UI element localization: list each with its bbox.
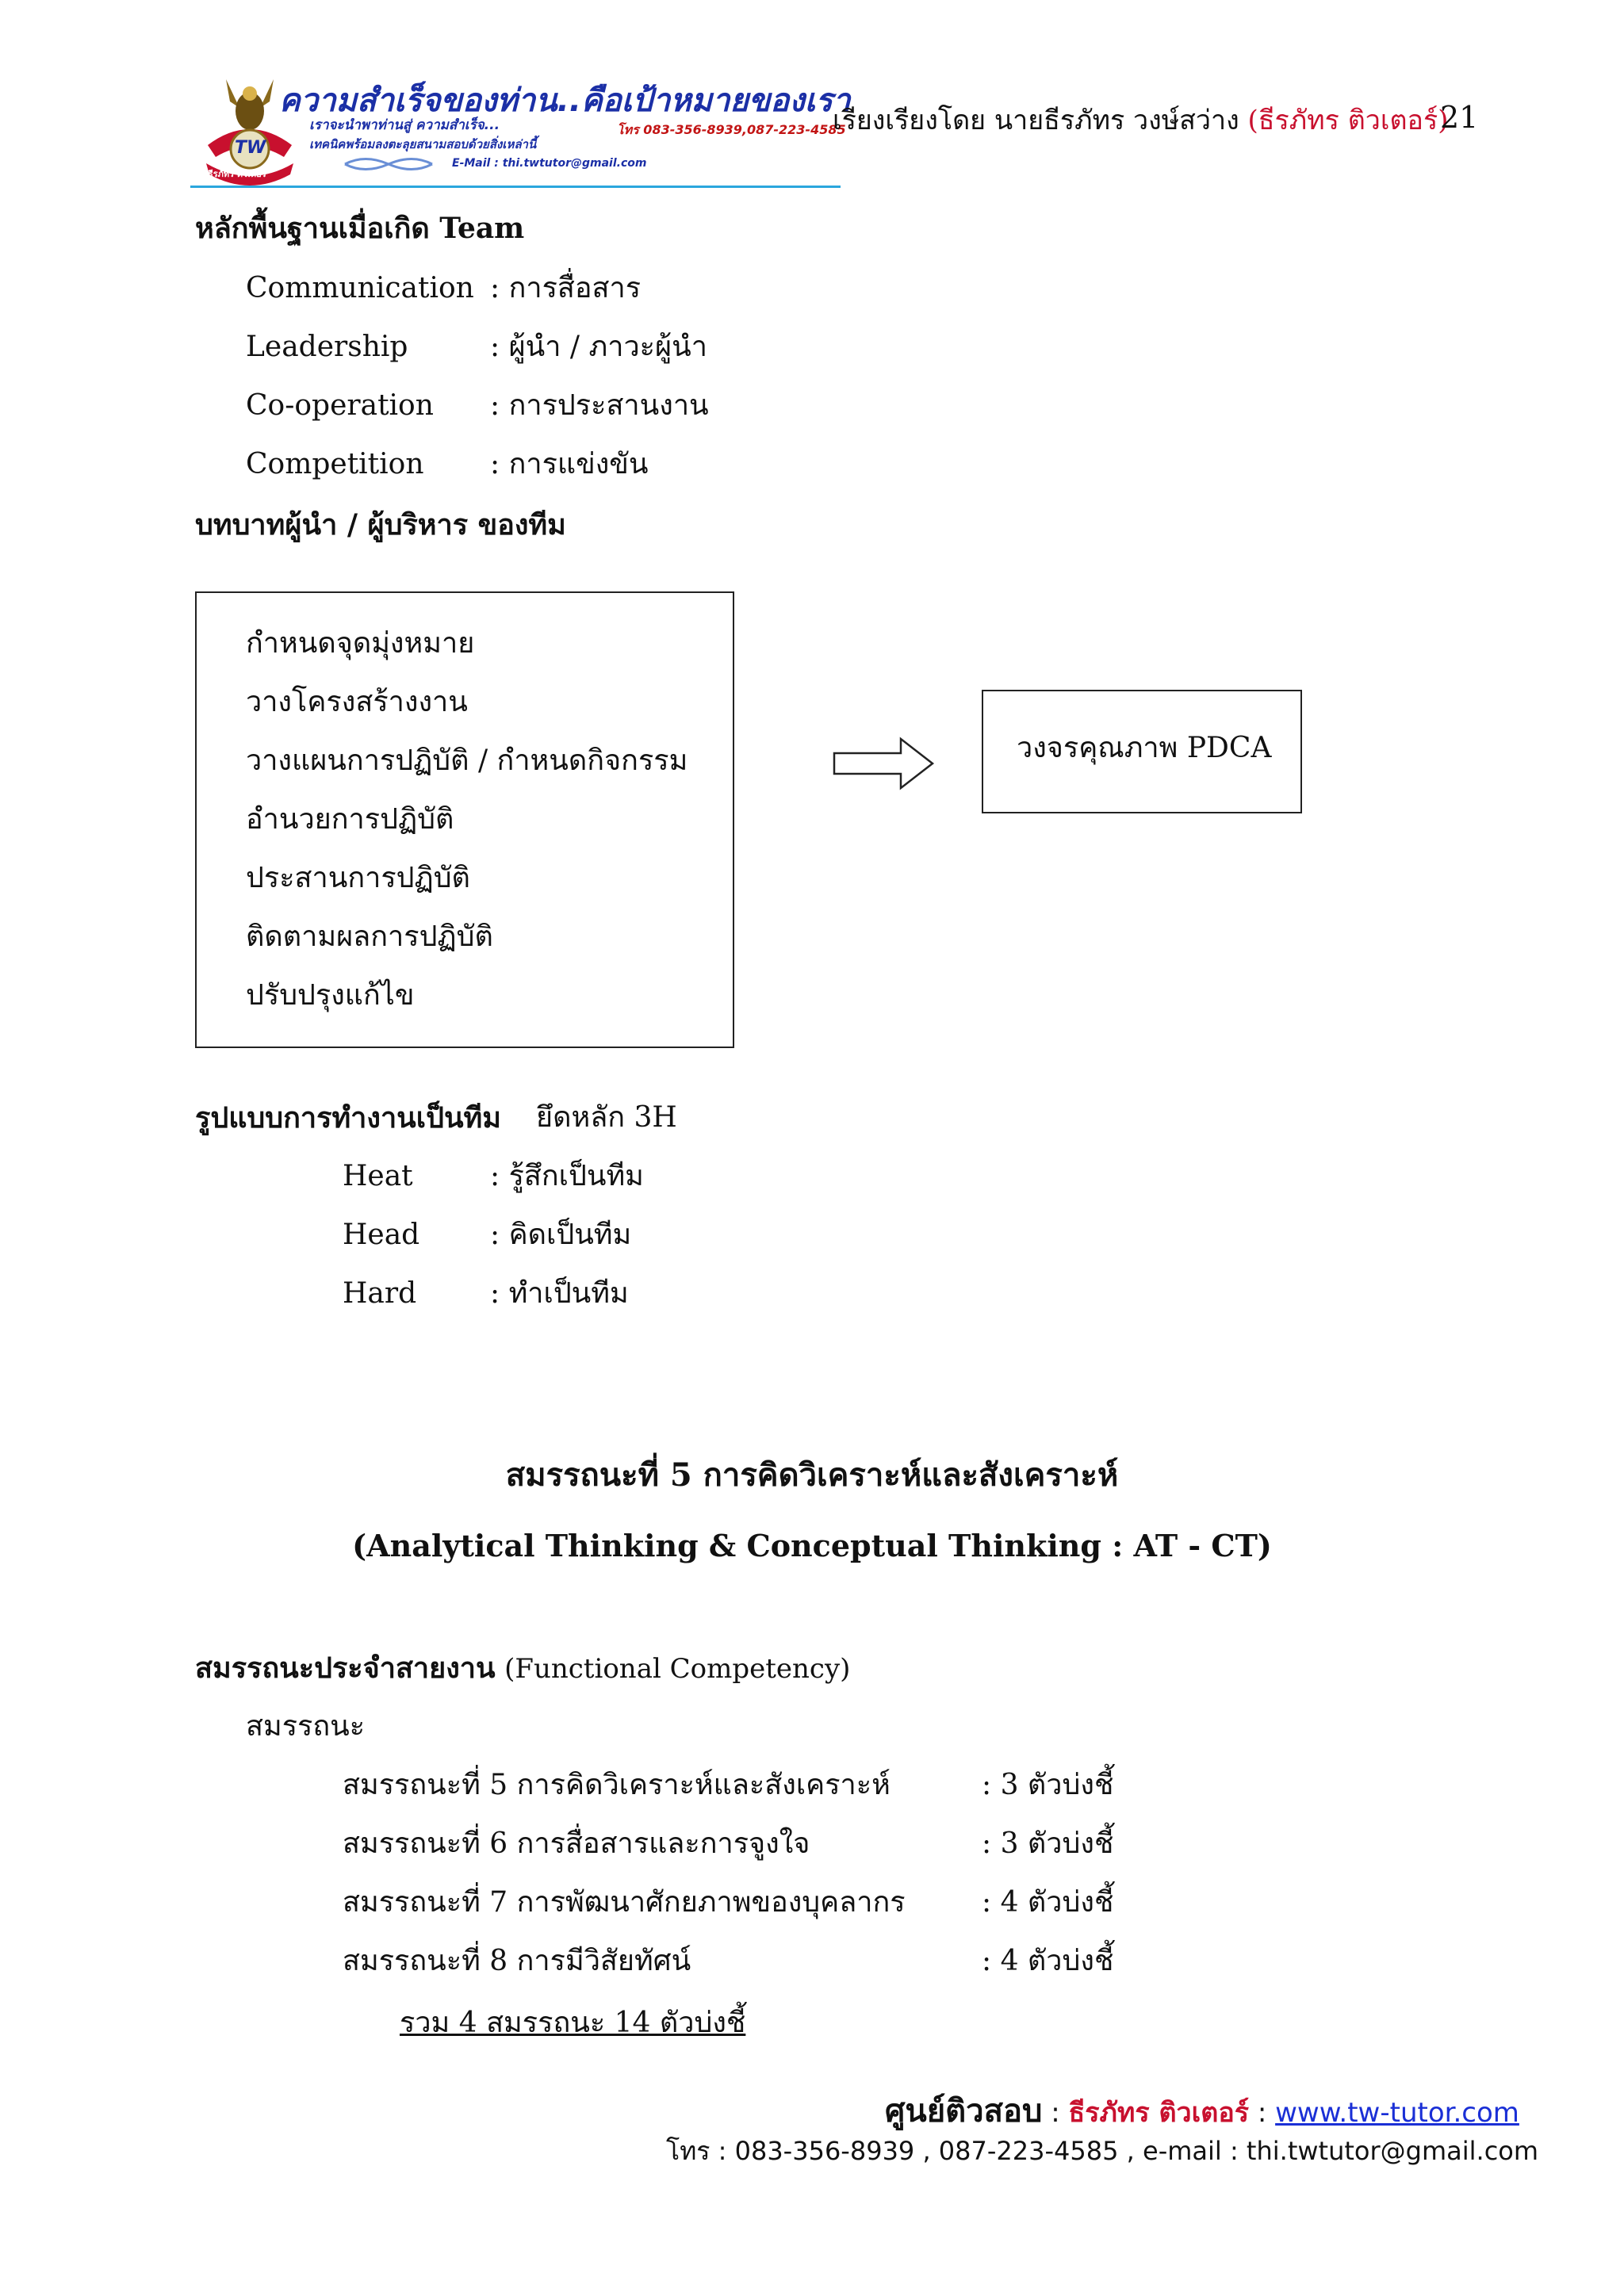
logo-email: E-Mail : thi.twtutor@gmail.com [452, 157, 647, 170]
competency-item-name: สมรรถนะที่ 6 การสื่อสารและการจูงใจ [343, 1827, 810, 1860]
role-item: ปรับปรุงแก้ไข [246, 979, 415, 1012]
author-name: (ธีรภัทร ติวเตอร์) [1247, 105, 1449, 136]
header-logo [190, 70, 851, 193]
competency-label: สมรรถนะ [246, 1710, 366, 1743]
role-item: อำนวยการปฏิบัติ [246, 803, 454, 836]
competency-item-name: สมรรถนะที่ 5 การคิดวิเคราะห์และสังเคราะห์ [343, 1769, 891, 1801]
pattern-term: Hard [343, 1277, 417, 1310]
team-meaning: : การแข่งขัน [490, 448, 649, 480]
logo-phone: โทร 083-356-8939,087-223-4585 [617, 122, 846, 137]
footer-tutor: ธีรภัทร ติวเตอร์ [1068, 2097, 1250, 2129]
right-arrow-icon [833, 736, 936, 794]
footer-website-link[interactable]: www.tw-tutor.com [1275, 2097, 1519, 2129]
competency-item-count: : 4 ตัวบ่งชี้ [982, 1945, 1114, 1977]
competency-item-count: : 4 ตัวบ่งชี้ [982, 1886, 1114, 1919]
pdca-label: วงจรคุณภาพ PDCA [1017, 732, 1272, 764]
footer-line-1 [885, 2085, 1519, 2136]
role-item: วางแผนการปฏิบัติ / กำหนดกิจกรรม [246, 744, 688, 777]
competency-title: สมรรถนะที่ 5 การคิดวิเคราะห์และสังเคราะห์ [505, 1456, 1119, 1494]
footer-separator: : [1042, 2097, 1069, 2129]
logo-badge-caption: ธีรภัทร ติวเตอร์ [208, 169, 266, 179]
header-author [833, 103, 1449, 138]
pattern-meaning: : รู้สึกเป็นทีม [490, 1160, 644, 1192]
functional-heading-row [195, 1651, 850, 1686]
team-meaning: : การสื่อสาร [490, 272, 642, 304]
team-pattern-heading: รูปแบบการทำงานเป็นทีม [195, 1101, 502, 1135]
ornament-icon [341, 154, 436, 174]
role-item: กำหนดจุดมุ่งหมาย [246, 627, 475, 660]
team-term: Leadership [246, 331, 408, 363]
author-prefix: เรียงเรียงโดย นายธีรภัทร วงษ์สว่าง [833, 105, 1239, 136]
functional-heading-en: (Functional Competency) [504, 1653, 851, 1685]
logo-badge: TW [235, 138, 266, 158]
functional-heading: สมรรถนะประจำสายงาน [195, 1651, 496, 1685]
header-divider [190, 186, 841, 188]
team-pattern-principle: ยึดหลัก 3H [536, 1101, 677, 1134]
competency-item-count: : 3 ตัวบ่งชี้ [982, 1769, 1114, 1801]
leader-roles-box [195, 591, 734, 1048]
role-item: ประสานการปฏิบัติ [246, 862, 470, 894]
logo-subtitle-2: เทคนิคพร้อมลงตะลุยสนามสอบด้วยสิ่งเหล่านี้ [309, 137, 537, 151]
pattern-meaning: : ทำเป็นทีม [490, 1277, 629, 1310]
competency-item-name: สมรรถนะที่ 7 การพัฒนาศักยภาพของบุคลากร [343, 1886, 906, 1919]
leader-roles-heading: บทบาทผู้นำ / ผู้บริหาร ของทีม [195, 508, 566, 541]
team-meaning: : ผู้นำ / ภาวะผู้นำ [490, 331, 707, 363]
competency-total: รวม 4 สมรรถนะ 14 ตัวบ่งชี้ [400, 2007, 746, 2039]
competency-subtitle: (Analytical Thinking & Conceptual Thinking : AT - CT) [352, 1528, 1272, 1563]
footer-separator: : [1249, 2097, 1276, 2129]
team-term: Communication [246, 272, 474, 304]
role-item: ติดตามผลการปฏิบัติ [246, 920, 493, 953]
page-number: 21 [1440, 100, 1479, 135]
competency-item-name: สมรรถนะที่ 8 การมีวิสัยทัศน์ [343, 1945, 691, 1977]
footer-center-name: ศูนย์ติวสอบ [885, 2093, 1043, 2130]
logo-slogan: ความสำเร็จของท่าน..คือเป้าหมายของเรา [279, 82, 851, 119]
footer-contact: โทร : 083-356-8939 , 087-223-4585 , e-mail : thi.twtutor@gmail.com [666, 2136, 1539, 2166]
team-meaning: : การประสานงาน [490, 389, 709, 422]
team-basics-heading: หลักพื้นฐานเมื่อเกิด Team [195, 212, 525, 245]
pattern-term: Head [343, 1219, 420, 1251]
pattern-meaning: : คิดเป็นทีม [490, 1219, 632, 1251]
role-item: วางโครงสร้างงาน [246, 686, 468, 718]
competency-item-count: : 3 ตัวบ่งชี้ [982, 1827, 1114, 1860]
team-term: Co-operation [246, 389, 434, 422]
logo-subtitle: เราจะนำพาท่านสู่ ความสำเร็จ... [309, 117, 500, 133]
pdca-box [982, 690, 1302, 813]
team-term: Competition [246, 448, 424, 480]
pattern-term: Heat [343, 1160, 413, 1192]
